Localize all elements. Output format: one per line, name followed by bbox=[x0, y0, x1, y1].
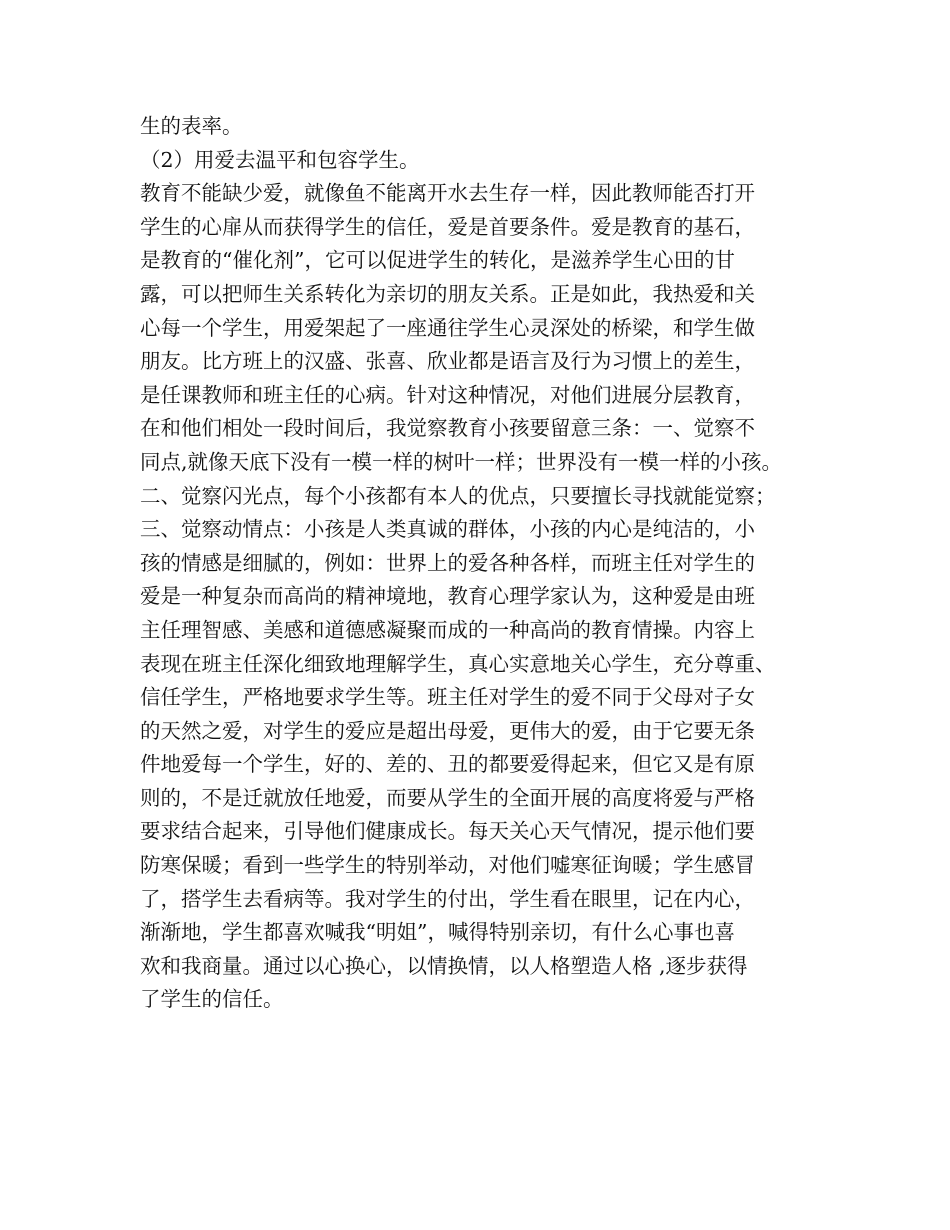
text-line: 朋友。比方班上的汉盛、张喜、欣业都是语言及行为习惯上的差生， bbox=[140, 349, 755, 374]
text-line: 了学生的信任。 bbox=[140, 987, 284, 1012]
text-line: 渐渐地，学生都喜欢喊我“明姐”，喊得特别亲切，有什么心事也喜 bbox=[140, 920, 735, 945]
text-line: 在和他们相处一段时间后，我觉察教育小孩要留意三条：一、觉察不 bbox=[140, 416, 755, 441]
text-line: 露，可以把师生关系转化为亲切的朋友关系。正是如此，我热爱和关 bbox=[140, 281, 755, 306]
text-line: 欢和我商量。通过以心换心，以情换情，以人格塑造人格 ,逐步获得 bbox=[140, 953, 748, 978]
text-line: 是任课教师和班主任的心病。针对这种情况，对他们进展分层教育， bbox=[140, 382, 755, 407]
text-line: 防寒保暖；看到一些学生的特别举动，对他们嘘寒征询暖；学生感冒 bbox=[140, 853, 755, 878]
text-line: 孩的情感是细腻的，例如：世界上的爱各种各样，而班主任对学生的 bbox=[140, 550, 755, 575]
text-line: 同点,就像天底下没有一模一样的树叶一样；世界没有一模一样的小孩。 bbox=[140, 449, 783, 474]
text-line: 教育不能缺少爱，就像鱼不能离开水去生存一样，因此教师能否打开 bbox=[140, 181, 755, 206]
text-line: 了，搭学生去看病等。我对学生的付出，学生看在眼里，记在内心， bbox=[140, 886, 755, 911]
text-line: 三、觉察动情点：小孩是人类真诚的群体，小孩的内心是纯洁的，小 bbox=[140, 517, 755, 542]
text-line: 件地爱每一个学生，好的、差的、丑的都要爱得起来，但它又是有原 bbox=[140, 752, 755, 777]
text-line: 二、觉察闪光点，每个小孩都有本人的优点，只要擅长寻找就能觉察； bbox=[140, 483, 776, 508]
section-heading: （2）用爱去温平和包容学生。 bbox=[140, 147, 420, 172]
text-line: 是教育的“催化剂”，它可以促进学生的转化，是滋养学生心田的甘 bbox=[140, 248, 735, 273]
text-line: 要求结合起来，引导他们健康成长。每天关心天气情况，提示他们要 bbox=[140, 819, 755, 844]
text-line: 爱是一种复杂而高尚的精神境地，教育心理学家认为，这种爱是由班 bbox=[140, 584, 755, 609]
text-line: 心每一个学生，用爱架起了一座通往学生心灵深处的桥梁，和学生做 bbox=[140, 315, 755, 340]
text-line: 信任学生，严格地要求学生等。班主任对学生的爱不同于父母对子女 bbox=[140, 685, 755, 710]
text-line: 学生的心扉从而获得学生的信任，爱是首要条件。爱是教育的基石， bbox=[140, 214, 755, 239]
text-line: 生的表率。 bbox=[140, 114, 243, 138]
text-line: 表现在班主任深化细致地理解学生，真心实意地关心学生，充分尊重、 bbox=[140, 651, 776, 676]
text-line: 主任理智感、美感和道德感凝聚而成的一种高尚的教育情操。内容上 bbox=[140, 617, 755, 642]
body-text bbox=[140, 110, 815, 1017]
text-line: 则的，不是迁就放任地爱，而要从学生的全面开展的高度将爱与严格 bbox=[140, 785, 755, 810]
text-line: 的天然之爱，对学生的爱应是超出母爱，更伟大的爱，由于它要无条 bbox=[140, 718, 755, 743]
